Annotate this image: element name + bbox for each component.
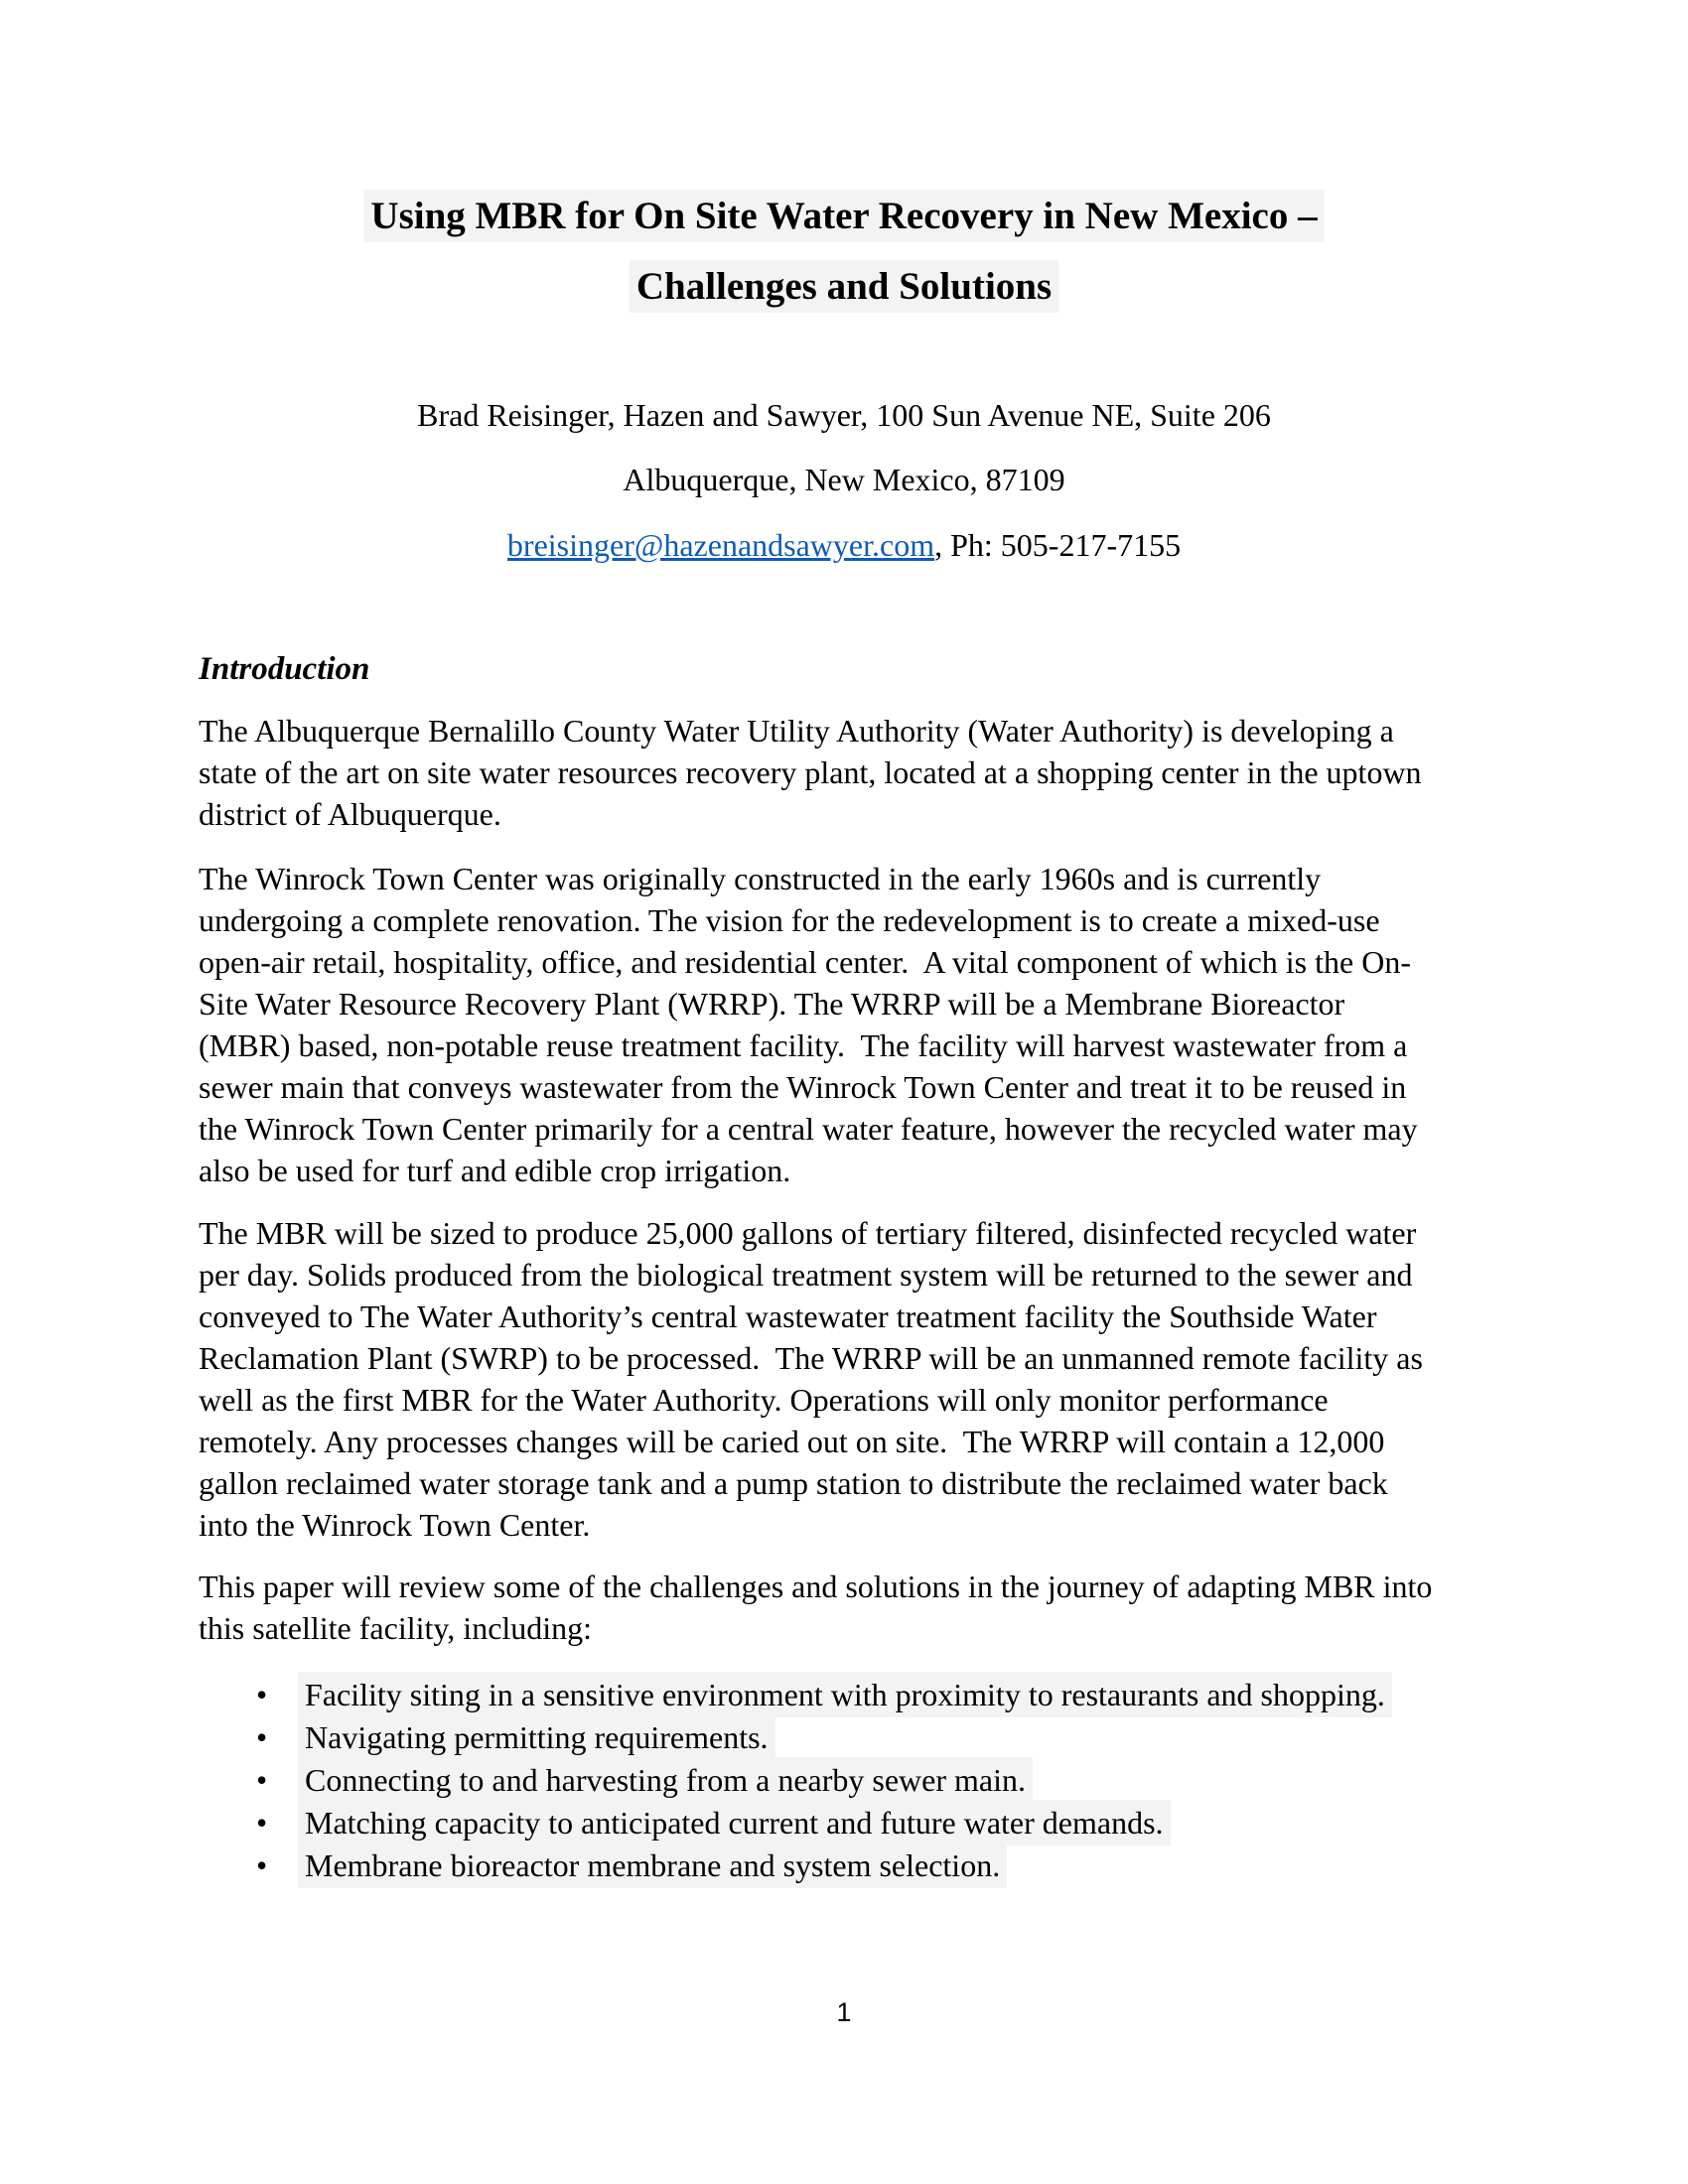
section-heading-introduction: Introduction: [199, 651, 370, 687]
paragraph-line: (MBR) based, non-potable reuse treatment facility. The facility will harvest wastewater from a: [199, 1027, 1408, 1063]
document-content: [199, 0, 1489, 1887]
list-item: [199, 1759, 1489, 1802]
list-item-text: Matching capacity to anticipated current and future water demands.: [298, 1800, 1171, 1845]
paragraph-line: well as the first MBR for the Water Authority. Operations will only monitor performance: [199, 1382, 1329, 1418]
bullet-icon: •: [256, 1719, 268, 1755]
paragraph-line: The Winrock Town Center was originally constructed in the early 1960s and is currently: [199, 861, 1322, 896]
paragraph-line: open-air retail, hospitality, office, and residential center. A vital component of which is the On-: [199, 944, 1411, 980]
list-item-text: Membrane bioreactor membrane and system selection.: [298, 1843, 1007, 1888]
contact-line: [199, 524, 1489, 566]
author-line: Brad Reisinger, Hazen and Sawyer, 100 Sun Avenue NE, Suite 206: [417, 397, 1271, 433]
paragraph-line: Site Water Resource Recovery Plant (WRRP). The WRRP will be a Membrane Bioreactor: [199, 986, 1345, 1022]
list-item: [199, 1802, 1489, 1844]
paragraph-line: per day. Solids produced from the biological treatment system will be returned to the sewer and: [199, 1257, 1413, 1293]
paragraph-line: Reclamation Plant (SWRP) to be processed. The WRRP will be an unmanned remote facility as: [199, 1340, 1423, 1376]
paragraph-4: [199, 1566, 1489, 1649]
bullet-icon: •: [256, 1677, 268, 1712]
paragraph-line: conveyed to The Water Authority’s central wastewater treatment facility the Southside Water: [199, 1298, 1377, 1334]
paragraph-line: This paper will review some of the challenges and solutions in the journey of adapting MBR into: [199, 1569, 1433, 1604]
bullet-icon: •: [256, 1847, 268, 1883]
title-highlight-1: Using MBR for On Site Water Recovery in New Mexico –: [363, 190, 1324, 242]
paragraph-line: district of Albuquerque.: [199, 796, 501, 832]
title-highlight-2: Challenges and Solutions: [630, 260, 1058, 313]
list-item-text: Connecting to and harvesting from a nearby sewer main.: [298, 1757, 1033, 1803]
bullet-icon: •: [256, 1805, 268, 1841]
bullet-list: [199, 1674, 1489, 1887]
paragraph-line: also be used for turf and edible crop irrigation.: [199, 1153, 791, 1188]
list-item: [199, 1716, 1489, 1759]
address-line: Albuquerque, New Mexico, 87109: [623, 462, 1065, 497]
paragraph-1: [199, 710, 1489, 835]
list-item: [199, 1674, 1489, 1716]
paragraph-line: remotely. Any processes changes will be caried out on site. The WRRP will contain a 12,000: [199, 1424, 1385, 1459]
paragraph-line: sewer main that conveys wastewater from the Winrock Town Center and treat it to be reused in: [199, 1069, 1407, 1105]
document-title-line-1: [199, 193, 1489, 240]
paragraph-line: The MBR will be sized to produce 25,000 gallons of tertiary filtered, disinfected recycled water: [199, 1215, 1417, 1251]
paragraph-line: this satellite facility, including:: [199, 1610, 593, 1646]
list-item: [199, 1844, 1489, 1887]
document-title-line-2: [199, 263, 1489, 311]
page-number: 1: [836, 1997, 852, 2027]
paragraph-line: state of the art on site water resources recovery plant, located at a shopping center in the uptown: [199, 754, 1422, 790]
paragraph-2: [199, 858, 1489, 1191]
list-item-text: Facility siting in a sensitive environment with proximity to restaurants and shopping.: [298, 1672, 1392, 1717]
paragraph-3: [199, 1212, 1489, 1546]
paragraph-line: into the Winrock Town Center.: [199, 1507, 591, 1543]
email-link[interactable]: breisinger@hazenandsawyer.com: [506, 527, 935, 563]
paragraph-line: undergoing a complete renovation. The vision for the redevelopment is to create a mixed-use: [199, 902, 1380, 938]
bullet-icon: •: [256, 1762, 268, 1798]
paragraph-line: The Albuquerque Bernalillo County Water Utility Authority (Water Authority) is developing a: [199, 713, 1394, 749]
paragraph-line: gallon reclaimed water storage tank and a pump station to distribute the reclaimed water back: [199, 1465, 1388, 1501]
list-item-text: Navigating permitting requirements.: [298, 1714, 775, 1760]
phone-text: , Ph: 505-217-7155: [934, 527, 1182, 563]
paragraph-line: the Winrock Town Center primarily for a central water feature, however the recycled water may: [199, 1111, 1418, 1147]
